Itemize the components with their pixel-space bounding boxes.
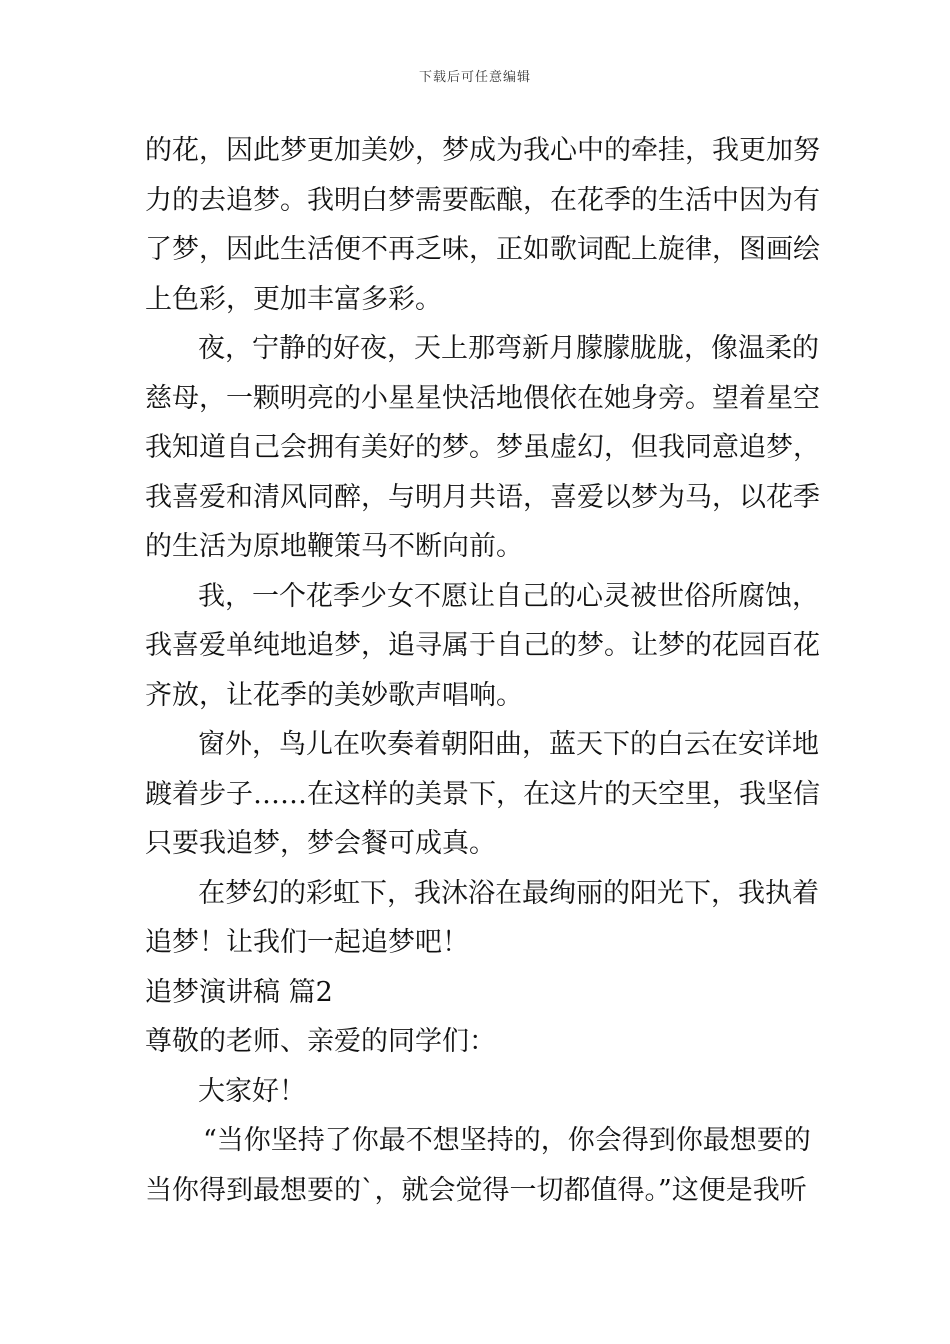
text-line-21: “当你坚持了你最不想坚持的，你会得到你最想要的 xyxy=(203,1125,811,1156)
text-line-5: 夜，宁静的好夜，天上那弯新月朦朦胧胧，像温柔的 xyxy=(198,333,819,364)
text-line-11: 我喜爱单纯地追梦，追寻属于自己的梦。让梦的花园百花 xyxy=(145,630,820,661)
text-line-13: 窗外，鸟儿在吹奏着朝阳曲，蓝天下的白云在安详地 xyxy=(198,729,819,760)
text-line-12: 齐放，让花季的美妙歌声唱响。 xyxy=(145,679,523,711)
section-heading: 追梦演讲稿 篇2 xyxy=(145,976,333,1008)
text-line-22: 当你得到最想要的`，就会觉得一切都值得。”这便是我听 xyxy=(145,1174,807,1206)
text-line-7: 我知道自己会拥有美好的梦。梦虽虚幻，但我同意追梦， xyxy=(145,432,820,463)
text-line-2: 力的去追梦。我明白梦需要酝酿，在花季的生活中因为有 xyxy=(145,184,820,216)
document-body xyxy=(145,126,820,1215)
text-line-16: 在梦幻的彩虹下，我沐浴在最绚丽的阳光下，我执着 xyxy=(198,877,819,909)
text-line-17: 追梦！让我们一起追梦吧！ xyxy=(145,927,469,958)
text-line-4: 上色彩，更加丰富多彩。 xyxy=(145,283,442,315)
text-line-14: 踱着步子……在这样的美景下，在这片的天空里，我坚信 xyxy=(145,778,820,810)
text-line-3: 了梦，因此生活便不再乏味，正如歌词配上旋律，图画绘 xyxy=(145,234,820,265)
text-line-10: 我，一个花季少女不愿让自己的心灵被世俗所腐蚀， xyxy=(198,580,819,612)
salutation: 尊敬的老师、亲爱的同学们： xyxy=(145,1026,496,1057)
page-header: 下载后可任意编辑 xyxy=(418,70,531,85)
text-line-15: 只要我追梦，梦会餐可成真。 xyxy=(145,828,496,859)
text-line-9: 的生活为原地鞭策马不断向前。 xyxy=(145,531,523,562)
text-line-1: 的花，因此梦更加美妙，梦成为我心中的牵挂，我更加努 xyxy=(145,135,820,166)
text-line-6: 慈母，一颗明亮的小星星快活地偎依在她身旁。望着星空 xyxy=(145,382,820,414)
text-line-8: 我喜爱和清风同醉，与明月共语，喜爱以梦为马，以花季 xyxy=(145,481,820,513)
greeting: 大家好！ xyxy=(198,1075,306,1107)
